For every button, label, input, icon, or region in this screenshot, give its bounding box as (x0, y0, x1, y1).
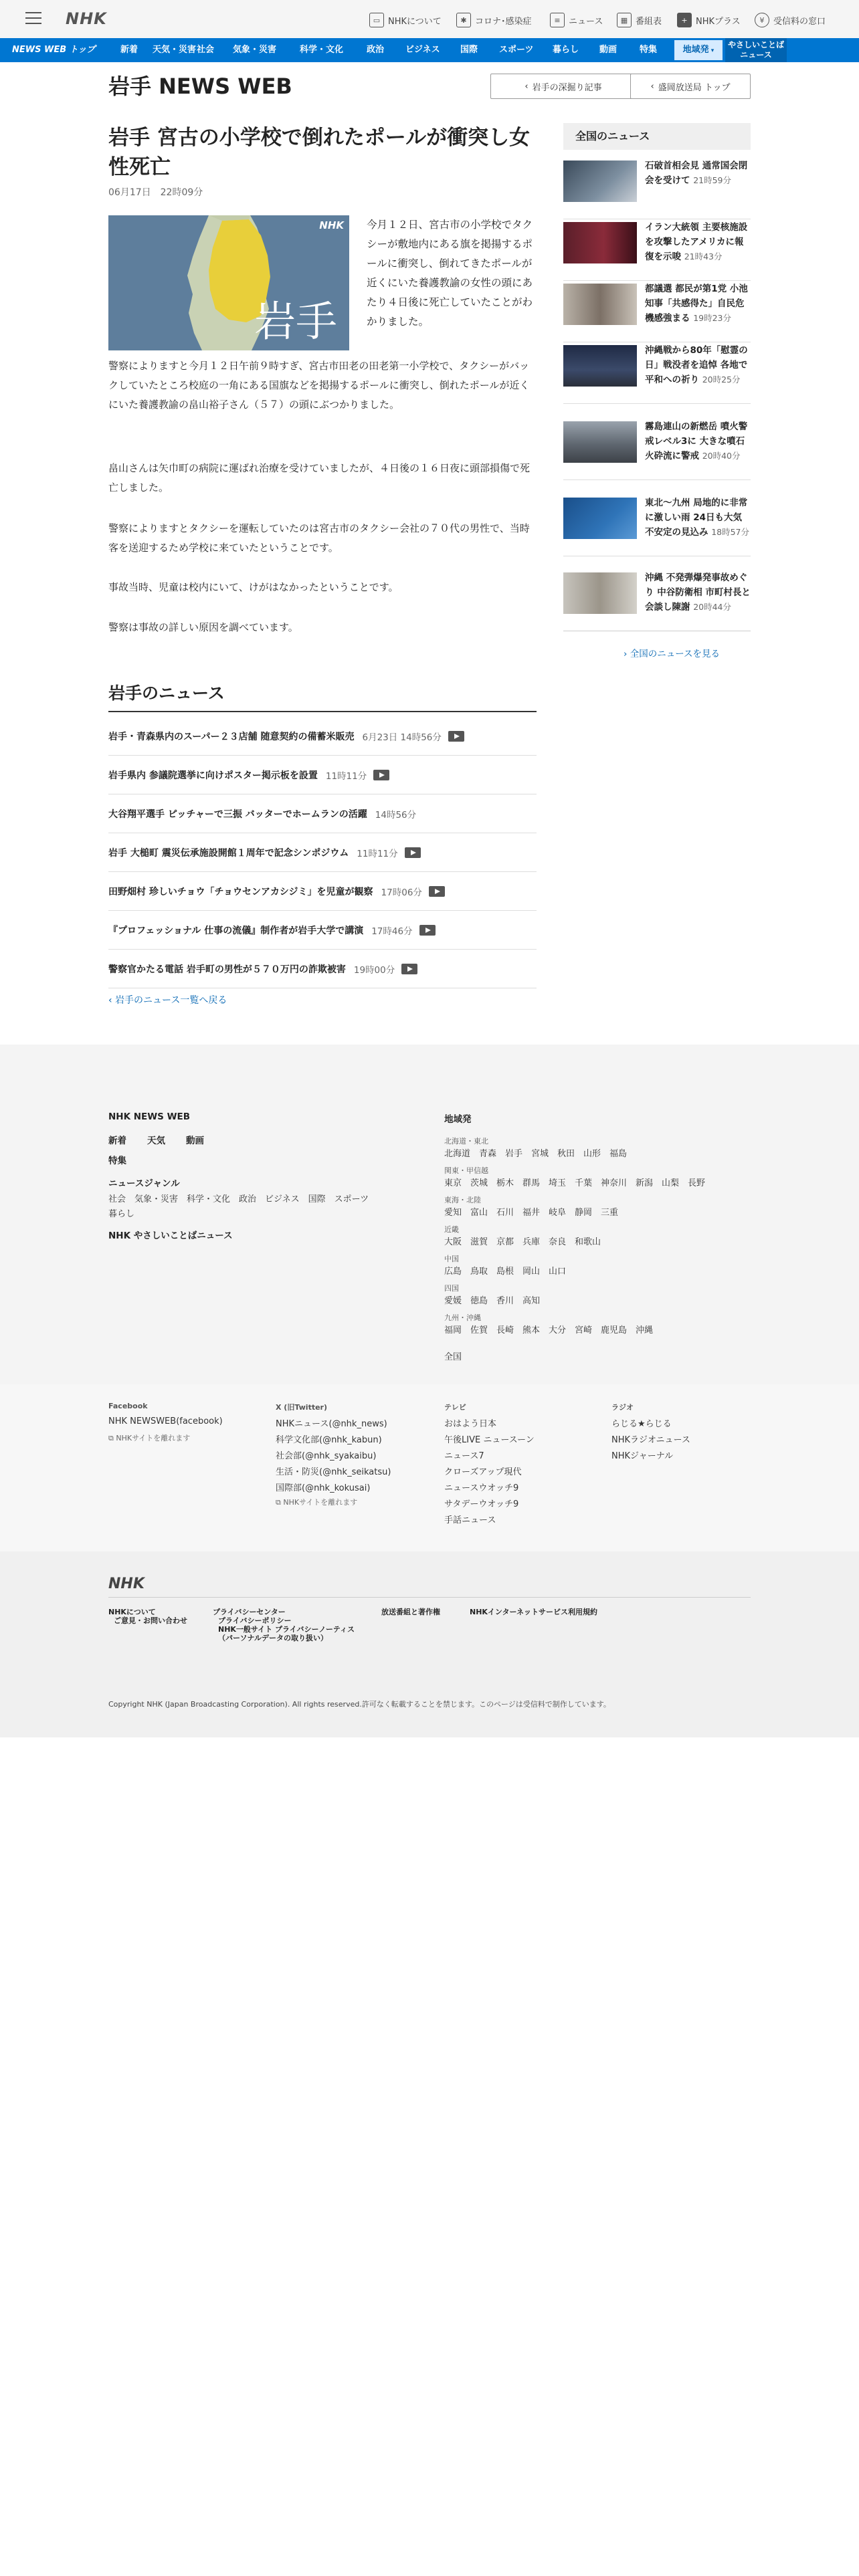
nav-item-new[interactable]: 新着 (120, 45, 138, 55)
external-note: ⧉ NHKサイトを離れます (276, 1498, 358, 1507)
footer-genre-links[interactable]: 暮らし (108, 1209, 135, 1219)
national-news-heading: 全国のニュース (563, 123, 751, 150)
region-news-item[interactable]: 田野畑村 珍しいチョウ「チョウセンアカシジミ」を児童が観察 17時06分 (108, 872, 537, 911)
video-icon (405, 847, 421, 858)
tv-link[interactable]: クローズアップ現代 (444, 1467, 522, 1477)
footer-sitemap (0, 1045, 859, 1384)
news-thumbnail (563, 421, 637, 463)
copyright-notice: Copyright NHK (Japan Broadcasting Corporation). All rights reserved.許可なく転載することを禁じます。このページは受信料で制作しています。 (108, 1700, 611, 1709)
nav-region-dropdown[interactable]: 地域発 ▾ (674, 40, 723, 60)
video-icon (419, 925, 436, 936)
news-thumbnail (563, 345, 637, 387)
main-nav (0, 38, 859, 62)
region-news-item[interactable]: 岩手 大槌町 震災伝承施設開館１周年で記念シンポジウム 11時11分 (108, 833, 537, 872)
x-link[interactable]: NHKニュース(@nhk_news) (276, 1419, 387, 1429)
footer-social (0, 1384, 859, 1551)
tv-heading: テレビ (444, 1403, 466, 1412)
region-links[interactable]: 愛知 富山 石川 福井 岐阜 静岡 三重 (444, 1208, 619, 1218)
nhk-logo[interactable]: NHK (66, 9, 107, 28)
footer-link-new[interactable]: 新着 (108, 1136, 126, 1146)
tv-link[interactable]: おはよう日本 (444, 1419, 497, 1429)
radio-heading: ラジオ (611, 1403, 634, 1412)
chevron-right-icon: › (624, 649, 630, 659)
news-icon: ≡ (550, 13, 565, 27)
nav-item-business[interactable]: ビジネス (405, 45, 440, 55)
nav-item-feature[interactable]: 特集 (640, 45, 658, 55)
region-group-label: 近畿 (444, 1225, 459, 1234)
news-thumbnail (563, 160, 637, 202)
region-news-item[interactable]: 警察官かたる電話 岩手町の男性が５７０万円の詐欺被害 19時00分 (108, 950, 537, 988)
region-group-label: 四国 (444, 1284, 459, 1293)
x-heading: X (旧Twitter) (276, 1403, 327, 1412)
region-links[interactable]: 愛媛 徳島 香川 高知 (444, 1296, 541, 1306)
article-title: 岩手 宮古の小学校で倒れたポールが衝突し女性死亡 (108, 126, 531, 179)
news-thumbnail (563, 498, 637, 539)
chevron-left-icon: ‹ (650, 81, 654, 92)
header-link-plus[interactable]: + NHKプラス (677, 11, 741, 29)
video-icon (448, 731, 464, 742)
nav-item-international[interactable]: 国際 (460, 45, 478, 55)
region-group-label: 中国 (444, 1255, 459, 1263)
region-group-label: 関東・甲信越 (444, 1166, 488, 1175)
national-news-item[interactable]: 沖縄戦から80年「慰霊の日」戦没者を追悼 各地で平和への祈り 20時25分 (563, 345, 751, 404)
news-thumbnail (563, 222, 637, 263)
news-thumbnail (563, 284, 637, 325)
nav-item-life[interactable]: 暮らし (553, 45, 579, 55)
x-link[interactable]: 生活・防災(@nhk_seikatsu) (276, 1467, 391, 1477)
national-news-item[interactable]: 都議選 都民が第1党 小池知事「共感得た」自民危機感強まる 19時23分 (563, 284, 751, 342)
footer-newsweb-heading[interactable]: NHK NEWS WEB (108, 1111, 190, 1122)
page-title: 岩手 NEWS WEB (108, 74, 292, 99)
tv-link[interactable]: ニュースウオッチ9 (444, 1483, 519, 1493)
footer-divider (108, 1597, 751, 1598)
article-paragraph: 警察は事故の詳しい原因を調べています。 (108, 621, 298, 633)
article-paragraph: 警察によりますとタクシーを運転していたのは宮古市のタクシー会社の７０代の男性で、当時客を送迎するため学校に来ていたということです。 (108, 522, 530, 554)
region-news-back-link[interactable]: ‹ 岩手のニュース一覧へ戻る (108, 995, 227, 1006)
nav-easy-news[interactable]: やさしいことば ニュース (725, 38, 787, 62)
article-paragraph: 事故当時、児童は校内にいて、けがはなかったということです。 (108, 581, 399, 593)
nav-newsweb-top[interactable]: NEWS WEB トップ (12, 45, 96, 55)
menu-icon[interactable] (25, 9, 41, 24)
national-news-item[interactable]: 霧島連山の新燃岳 噴火警戒レベル3に 大きな噴石 火砕流に警戒 20時40分 (563, 421, 751, 480)
region-links[interactable]: 北海道 青森 岩手 宮城 秋田 山形 福島 (444, 1149, 628, 1159)
tv-icon: ▭ (369, 13, 384, 27)
region-group-label: 九州・沖縄 (444, 1313, 481, 1322)
legal-link-privacy[interactable]: プライバシーセンター プライバシーポリシー NHK一般サイト プライバシーノーティス （パーソナルデータの取り扱い） (213, 1608, 355, 1642)
external-link-icon: ⧉ (276, 1498, 284, 1507)
footer-link-feature[interactable]: 特集 (108, 1156, 126, 1166)
region-news-item[interactable]: 大谷翔平選手 ピッチャーで三振 バッターでホームランの活躍 14時56分 (108, 794, 537, 833)
nav-item-weather[interactable]: 天気・災害 (153, 45, 197, 55)
footer-region-heading: 地域発 (444, 1114, 472, 1125)
x-link[interactable]: 科学文化部(@nhk_kabun) (276, 1435, 382, 1445)
tv-link[interactable]: 午後LIVE ニュースーン (444, 1435, 535, 1445)
region-links[interactable]: 東京 茨城 栃木 群馬 埼玉 千葉 神奈川 新潟 山梨 長野 (444, 1178, 706, 1188)
header-link-receipt[interactable]: ¥ 受信料の窓口 (755, 11, 826, 29)
external-note: ⧉ NHKサイトを離れます (108, 1434, 191, 1442)
header-link-news[interactable]: ≡ ニュース (550, 11, 603, 29)
schedule-icon: ▦ (617, 13, 632, 27)
deep-dive-button[interactable]: ‹ 岩手の深掘り記事 (490, 74, 636, 99)
footer-nhk-logo[interactable]: NHK (108, 1576, 145, 1592)
footer-genre-heading: ニュースジャンル (108, 1178, 180, 1189)
article-paragraph: 警察によりますと今月１２日午前９時すぎ、宮古市田老の田老第一小学校で、タクシーがバックしていたところ校庭の一角にある国旗などを掲揚するポールに衝突し、倒れたポールが近くにいた養護教諭の畠山裕子さん（５７）の頭にぶつかりました。 (108, 360, 530, 411)
region-group-label: 北海道・東北 (444, 1137, 488, 1146)
nav-item-science[interactable]: 科学・文化 (300, 45, 344, 55)
article-lead: 今月１２日、宮古市の小学校でタクシーが敷地内にある旗を掲揚するポールに衝突し、倒れてきたポールが近くにいた養護教諭の女性の頭にあたり４日後に死亡していたことがわかりました。 (367, 219, 533, 328)
video-icon (429, 886, 445, 897)
nav-item-society[interactable]: 社会 (197, 45, 215, 55)
region-news-item[interactable]: 岩手・青森県内のスーパー２３店舗 随意契約の備蓄米販売 6月23日 14時56分 (108, 717, 537, 756)
region-news-item[interactable]: 岩手県内 参議院選挙に向けポスター掲示板を設置 11時11分 (108, 756, 537, 794)
legal-link-terms[interactable]: NHKインターネットサービス利用規約 (470, 1608, 597, 1616)
radio-link[interactable]: NHKジャーナル (611, 1451, 674, 1461)
facebook-link[interactable]: NHK NEWSWEB(facebook) (108, 1416, 223, 1426)
national-news-item[interactable]: 石破首相会見 通常国会閉会を受けて 21時59分 (563, 160, 751, 219)
top-bar (0, 0, 859, 38)
station-top-button[interactable]: ‹ 盛岡放送局 トップ (630, 74, 751, 99)
nav-item-video[interactable]: 動画 (599, 45, 617, 55)
nav-item-disaster[interactable]: 気象・災害 (233, 45, 277, 55)
chevron-left-icon: ‹ (524, 81, 529, 92)
footer-easy-news[interactable]: NHK やさしいことばニュース (108, 1230, 233, 1241)
iwate-map-image (108, 215, 349, 350)
region-group-label: 東海・北陸 (444, 1196, 481, 1204)
plus-icon: + (677, 13, 692, 27)
article-date: 06月17日 22時09分 (108, 187, 203, 198)
nhk-watermark: NHK (319, 219, 344, 231)
facebook-heading: Facebook (108, 1402, 148, 1410)
video-icon (401, 964, 417, 974)
national-news-item[interactable]: 沖縄 不発弾爆発事故めぐり 中谷防衛相 市町村長と会談し陳謝 20時44分 (563, 572, 751, 631)
footer-link-video[interactable]: 動画 (186, 1136, 204, 1146)
region-news-heading: 岩手のニュース (108, 680, 537, 712)
national-news-all-link[interactable]: › 全国のニュースを見る (624, 649, 721, 659)
news-thumbnail (563, 572, 637, 614)
chevron-down-icon: ▾ (708, 47, 714, 54)
footer-genre-links[interactable]: 社会 気象・災害 科学・文化 政治 ビジネス 国際 スポーツ (108, 1194, 369, 1204)
tv-link[interactable]: ニュース7 (444, 1451, 484, 1461)
national-news-item[interactable]: 東北～九州 局地的に非常に激しい雨 24日も大気不安定の見込み 18時57分 (563, 498, 751, 556)
virus-icon: ✱ (456, 13, 471, 27)
article-paragraph: 畠山さんは矢巾町の病院に運ばれ治療を受けていましたが、４日後の１６日夜に頭部損傷で死亡しました。 (108, 462, 531, 494)
video-icon (373, 770, 389, 780)
region-news-item[interactable]: 『プロフェッショナル 仕事の流儀』制作者が岩手大学で講演 17時46分 (108, 911, 537, 950)
legal-link-copyright[interactable]: 放送番組と著作権 (381, 1608, 440, 1616)
region-link-national[interactable]: 全国 (444, 1352, 462, 1362)
nav-item-sports[interactable]: スポーツ (499, 45, 534, 55)
region-links[interactable]: 福岡 佐賀 長崎 熊本 大分 宮崎 鹿児島 沖縄 (444, 1325, 654, 1335)
header-link-corona[interactable]: ✱ コロナ･感染症 (456, 11, 532, 29)
nav-item-politics[interactable]: 政治 (367, 45, 385, 55)
receipt-icon: ¥ (755, 13, 769, 27)
header-link-schedule[interactable]: ▦ 番組表 (617, 11, 662, 29)
external-link-icon: ⧉ (108, 1434, 116, 1442)
x-link[interactable]: 国際部(@nhk_kokusai) (276, 1483, 371, 1493)
legal-link-about[interactable]: NHKについて ご意見・お問い合わせ (108, 1608, 187, 1625)
chevron-left-icon: ‹ (108, 995, 116, 1006)
tv-link[interactable]: サタデーウオッチ9 (444, 1499, 519, 1509)
tv-link[interactable]: 手話ニュース (444, 1515, 496, 1525)
header-link-about[interactable]: ▭ NHKについて (369, 11, 442, 29)
map-prefecture-label: 岩手 (254, 297, 337, 346)
x-link[interactable]: 社会部(@nhk_syakaibu) (276, 1451, 377, 1461)
radio-link[interactable]: NHKラジオニュース (611, 1435, 690, 1445)
national-news-item[interactable]: イラン大統領 主要核施設を攻撃したアメリカに報復を示唆 21時43分 (563, 222, 751, 281)
region-links[interactable]: 大阪 滋賀 京都 兵庫 奈良 和歌山 (444, 1237, 601, 1247)
region-links[interactable]: 広島 鳥取 島根 岡山 山口 (444, 1267, 567, 1277)
radio-link[interactable]: らじる★らじる (611, 1419, 672, 1429)
footer-link-weather[interactable]: 天気 (147, 1136, 165, 1146)
